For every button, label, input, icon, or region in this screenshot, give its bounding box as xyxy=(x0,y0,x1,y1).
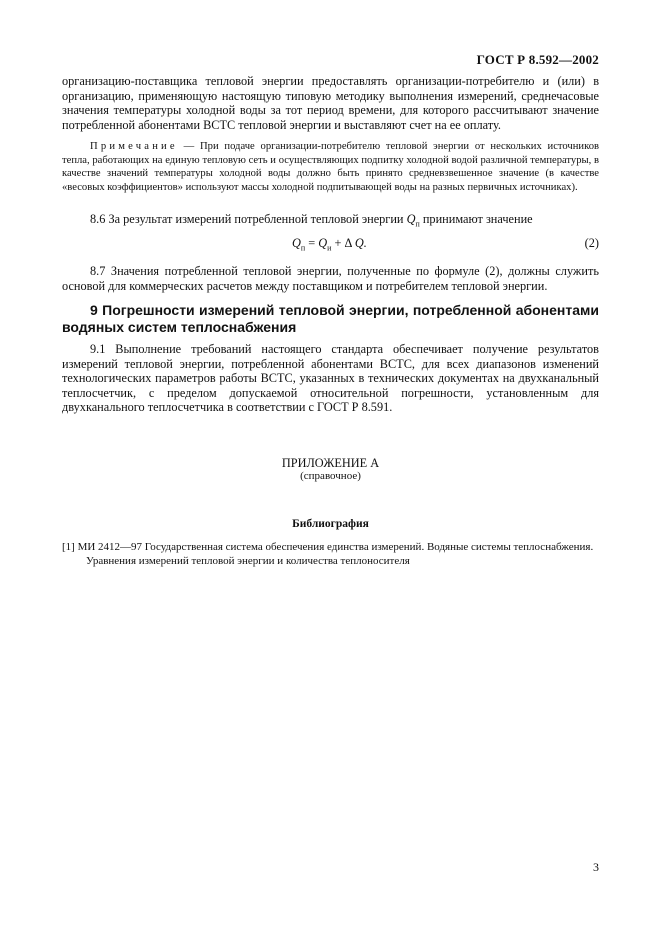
section-9-heading: 9 Погрешности измерений тепловой энергии, потребленной абонентами водяных систем теплоснабжения xyxy=(62,302,599,335)
bibliography-entry: [1] МИ 2412—97 Государственная система обеспечения единства измерений. Водяные системы теплоснабжения. Уравнения измерений тепловой энергии и количества теплоносителя xyxy=(62,541,594,567)
document-header: ГОСТ Р 8.592—2002 xyxy=(476,52,599,67)
formula-expression xyxy=(292,236,367,252)
formula-number: (2) xyxy=(584,236,599,250)
formula-2 xyxy=(0,236,661,252)
p86-subscript: п xyxy=(415,219,420,229)
formula-lhs-sub: п xyxy=(300,243,306,253)
bibliography-title: Библиография xyxy=(292,518,369,530)
formula-rhs1-sub: и xyxy=(327,243,332,253)
p86-variable: Q xyxy=(406,212,416,226)
formula-eq: = xyxy=(305,236,319,250)
formula-lhs: Q xyxy=(292,236,301,250)
page-number: 3 xyxy=(593,860,599,874)
paragraph-8-7: 8.7 Значения потребленной тепловой энергии, полученные по формуле (2), должны служить основой для коммерческих расчетов между поставщиком и потребителем тепловой энергии. xyxy=(62,264,599,293)
formula-rhs1: Q xyxy=(318,236,328,250)
p86-tail: принимают значение xyxy=(419,212,533,226)
note-paragraph xyxy=(62,140,599,194)
appendix-subtitle: (справочное) xyxy=(300,470,361,482)
formula-rhs2: Q. xyxy=(354,236,367,250)
paragraph-9-1: 9.1 Выполнение требований настоящего стандарта обеспечивает получение результатов измерений тепловой энергии, потребленной абонентами ВСТС, для всех диапазонов изменений технологических параметров работы ВСТС, указанных в технических документах на двухканальный теплосчетчик, с пределом допускаемой относительной погрешности, установленным для двухканального теплосчетчика в соответствии с ГОСТ Р 8.591. xyxy=(62,342,599,415)
p86-text: 8.6 За результат измерений потребленной тепловой энергии xyxy=(90,212,404,226)
note-label: Примечание xyxy=(90,141,178,152)
appendix-title: ПРИЛОЖЕНИЕ А xyxy=(281,456,380,470)
note-text: — При подаче организации-потребителю тепловой энергии от нескольких источников тепла, работающих на единую тепловую сеть и осуществляющих подпитку холодной водой различной температуры, в качестве значений температуры холодной воды должно быть принято средневзвешенное значение (в качестве «весовых коэффициентов» используют массы холодной подпитывающей воды на разных первичных источниках). xyxy=(62,141,599,193)
paragraph-8-6 xyxy=(62,212,599,232)
formula-plus: + Δ xyxy=(331,236,355,250)
paragraph-continuation: организацию-поставщика тепловой энергии предоставлять организации-потребителю и (или) в организацию, применяющую настоящую типовую методику выполнения измерений, среднечасовые значения температуры холодной воды за тот период времени, для которого рассчитывают значение потребленной абонентами ВСТС тепловой энергии и выставляют счет на ее оплату. xyxy=(62,74,599,132)
